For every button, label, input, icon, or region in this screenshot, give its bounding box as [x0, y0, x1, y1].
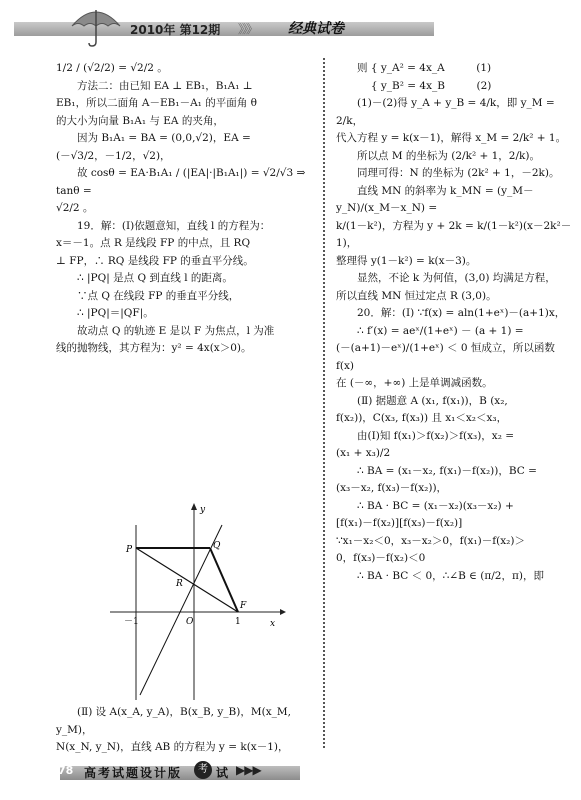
text-line: (x₃－x₂, f(x₃)－f(x₂))， — [336, 482, 448, 494]
page-header — [0, 0, 581, 48]
text-line: 所以点 M 的坐标为 (2/k² + 1，2/k)。 — [357, 149, 540, 162]
text-line: 1/2 / (√2/2) = √2/2 。 — [56, 62, 168, 74]
text-line: (x₁ + x₃)/2 — [336, 447, 391, 459]
text-line: (1)－(2)得 y_A + y_B = 4/k，即 y_M = 2/k， — [336, 97, 555, 127]
y-axis-arrow — [191, 503, 197, 510]
text-line: 因为 B₁A₁ = BA = (0,0,√2)，EA = — [77, 132, 251, 144]
text-line: ⊥ FP，∴ RQ 是线段 FP 的垂直平分线。 — [56, 254, 254, 267]
text-line: 20．解：(Ⅰ) ∵f(x) = aln(1+eˣ)－(a+1)x， — [357, 307, 566, 319]
origin-label: O — [186, 617, 194, 627]
text-line: 线的抛物线，其方程为：y² = 4x(x＞0)。 — [56, 342, 252, 354]
text-line: ∴ f′(x) = aeˣ/(1+eˣ) － (a + 1) = — [357, 324, 524, 337]
right-column — [336, 60, 574, 585]
text-line: x＝－1。点 R 是线段 FP 的中点，且 RQ — [56, 237, 251, 249]
left-column-bottom — [56, 704, 311, 757]
tick-label-1: 1 — [235, 617, 241, 627]
text-line: 19．解：(Ⅰ)依题意知，直线 l 的方程为： — [77, 219, 271, 232]
segment-pf — [136, 548, 238, 612]
text-line: 显然，不论 k 为何值，(3,0) 均满足方程， — [357, 272, 556, 284]
parabola-figure — [110, 500, 300, 700]
point-label-p: P — [126, 545, 133, 555]
text-line: [f(x₁)－f(x₂)][f(x₃)－f(x₂)] — [336, 517, 463, 529]
text-line: 的大小为向量 B₁A₁ 与 EA 的夹角， — [56, 114, 224, 127]
footer-arrows: ▶▶▶ — [236, 763, 261, 777]
text-line: (－√3/2，－1/2，√2)， — [56, 149, 171, 162]
column-divider — [323, 58, 327, 748]
point-label-f: F — [240, 601, 247, 611]
header-chevrons: 》》》 — [238, 22, 257, 36]
page-number: 78 — [58, 764, 74, 777]
text-line: 直线 MN 的斜率为 k_MN = (y_M－y_N)/(x_M－x_N) = — [336, 184, 534, 214]
tick-label-neg1: －1 — [124, 617, 139, 627]
umbrella-icon — [68, 4, 124, 48]
left-column — [56, 60, 311, 358]
text-line: 故动点 Q 的轨迹 E 是以 F 为焦点，l 为准 — [77, 324, 275, 337]
text-line: 由(Ⅰ)知 f(x₁)＞f(x₂)＞f(x₃)，x₂ = — [357, 429, 515, 442]
point-label-r: R — [176, 579, 183, 589]
axis-label-x: x — [270, 619, 276, 629]
brand-label: 经典试卷 — [288, 21, 344, 37]
text-line: N(x_N, y_N)，直线 AB 的方程为 y = k(x－1)， — [56, 741, 289, 753]
point-label-q: Q — [213, 541, 221, 551]
text-line: f(x₂))，C(x₃, f(x₃)) 且 x₁＜x₂＜x₃， — [336, 412, 508, 424]
text-line: (－(a+1)－eˣ)/(1+eˣ) ＜ 0 恒成立，所以函数 f(x) — [336, 342, 555, 372]
text-line: k/(1－k²)，方程为 y + 2k = k/(1－k²)(x－2k²－1)， — [336, 219, 572, 249]
axis-label-y: y — [200, 505, 206, 515]
text-line: (Ⅱ) 设 A(x_A, y_A)，B(x_B, y_B)，M(x_M, y_M)， — [56, 706, 291, 736]
footer-badge: 考 — [194, 761, 212, 779]
text-line: 所以直线 MN 恒过定点 R (3,0)。 — [336, 289, 497, 302]
text-line: 0，f(x₃)－f(x₂)＜0 — [336, 552, 426, 564]
text-line: ∴ BA · BC = (x₁－x₂)(x₃－x₂) + — [357, 499, 514, 512]
text-line: ∴ |PQ|＝|QF|。 — [77, 307, 154, 319]
text-line: EB₁，所以二面角 A－EB₁－A₁ 的平面角 θ — [56, 97, 257, 109]
text-line: 整理得 y(1－k²) = k(x－3)。 — [336, 254, 477, 267]
text-line: ∴ BA = (x₁－x₂, f(x₁)－f(x₂))，BC = — [357, 464, 537, 477]
text-line: 同理可得：N 的坐标为 (2k² + 1，－2k)。 — [357, 167, 560, 179]
text-line: 在 (－∞，+∞) 上是单调减函数。 — [336, 377, 493, 389]
segment-qf — [210, 548, 238, 612]
text-line: ∴ |PQ| 是点 Q 到直线 l 的距离。 — [77, 272, 233, 284]
text-line: { y_B² = 4x_B (2) — [357, 79, 492, 92]
page-footer — [0, 752, 581, 800]
text-line: ∵x₁－x₂＜0，x₃－x₂＞0，f(x₁)－f(x₂)＞ — [336, 534, 525, 547]
perpendicular-bisector — [140, 525, 222, 695]
text-line: 故 cosθ = EA·B₁A₁ / (|EA|·|B₁A₁|) = √2/√3 ⇒ tanθ = — [56, 167, 306, 197]
issue-label: 2010年 第12期 — [130, 23, 221, 37]
text-line: 方法二：由已知 EA ⊥ EB₁，B₁A₁ ⊥ — [77, 79, 253, 92]
text-line: ∴ BA · BC ＜ 0，∴∠B ∈ (π/2，π)，即 — [357, 569, 544, 582]
text-line: ∵点 Q 在线段 FP 的垂直平分线， — [77, 289, 240, 302]
text-line: (Ⅱ) 据题意 A (x₁, f(x₁))，B (x₂, — [357, 394, 508, 407]
text-line: 则 { y_A² = 4x_A (1) — [357, 62, 492, 74]
x-axis-arrow — [280, 609, 286, 615]
text-line: 代入方程 y = k(x－1)，解得 x_M = 2/k² + 1。 — [336, 132, 567, 144]
text-line: √2/2 。 — [56, 202, 94, 214]
footer-title: 高考试题设计版 — [84, 766, 183, 780]
footer-tag: 试 — [216, 766, 229, 780]
